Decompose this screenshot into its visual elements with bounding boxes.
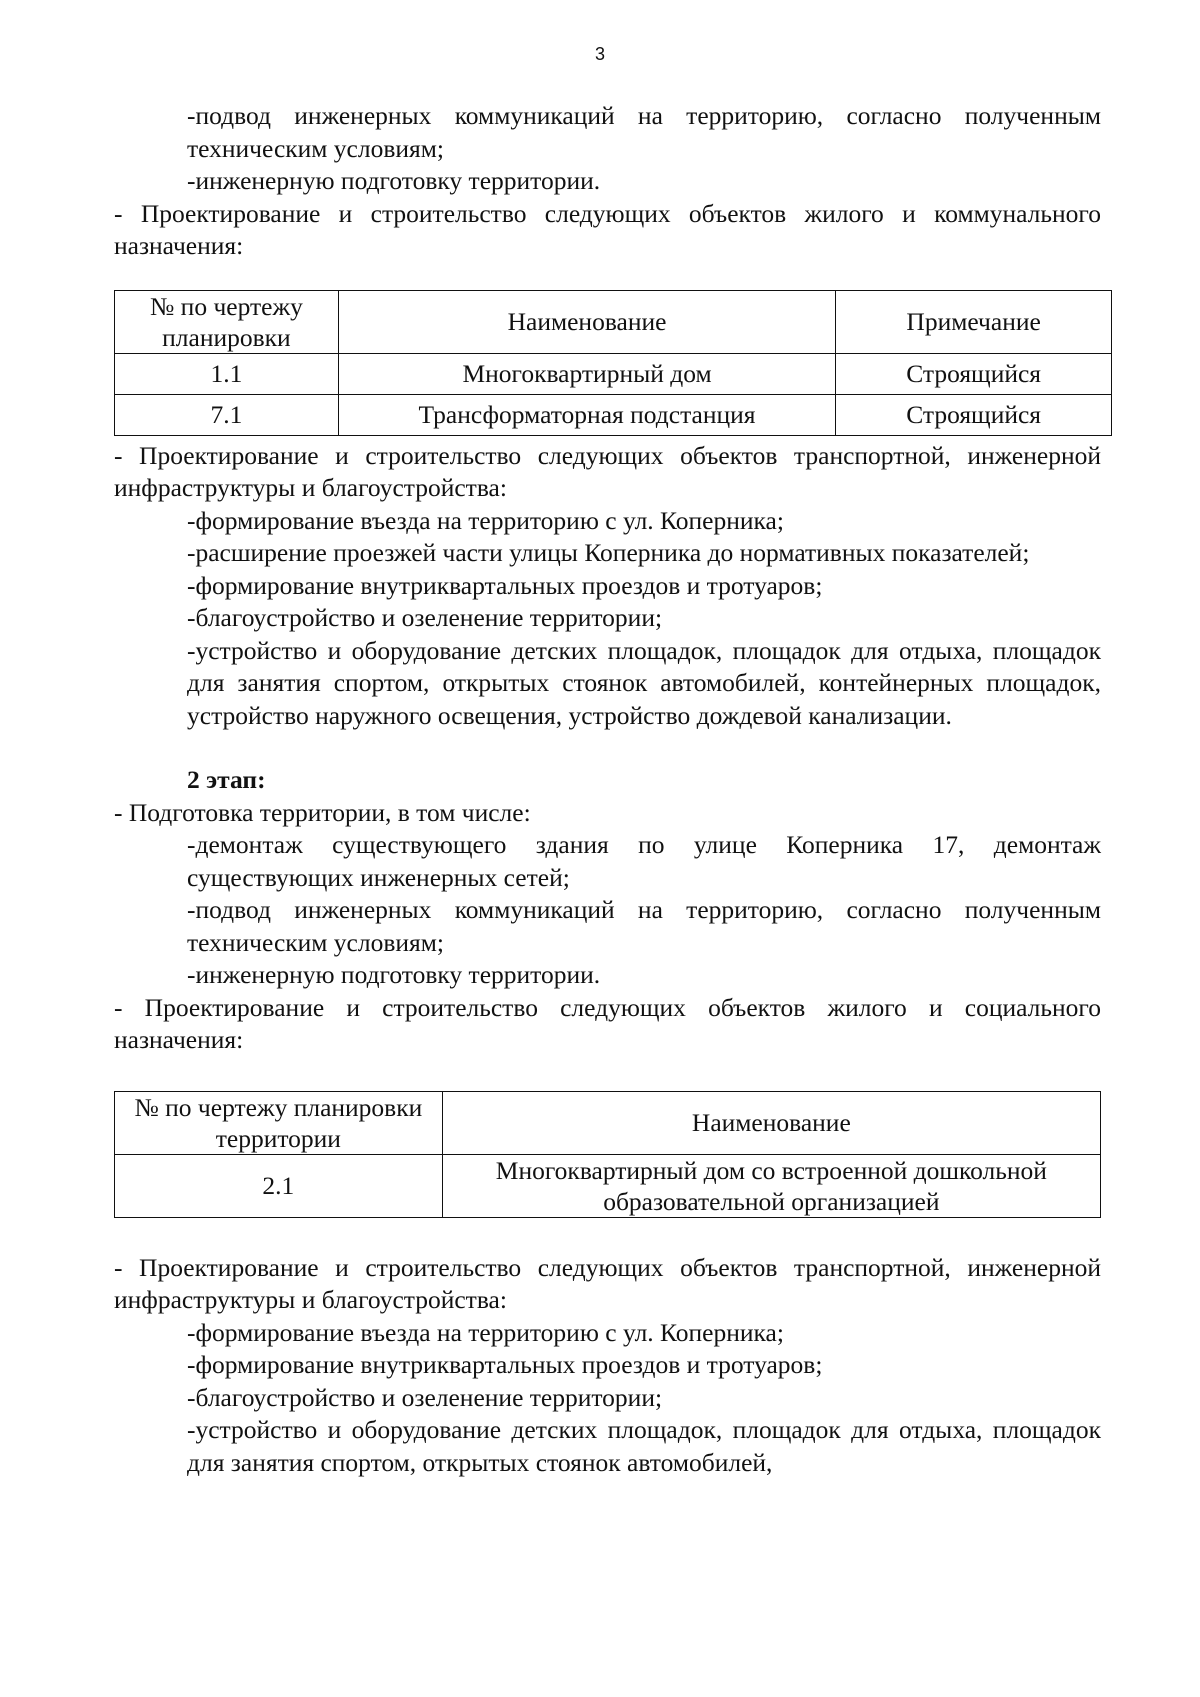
section-heading: - Проектирование и строительство следующих объектов жилого и социального назначения: <box>114 992 1101 1054</box>
list-item: -формирование внутриквартальных проездов и тротуаров; <box>187 570 823 600</box>
table-header-cell: Наименование <box>442 1091 1100 1154</box>
table-cell: Строящийся <box>836 353 1112 394</box>
stage-title: 2 этап: <box>187 765 266 794</box>
table-header-row <box>115 1091 1101 1154</box>
list-item: -формирование въезда на территорию с ул. Коперника; <box>187 1317 784 1347</box>
list-item: -благоустройство и озеленение территории; <box>187 603 663 632</box>
objects-table-stage1 <box>114 290 1112 436</box>
objects-table-stage2 <box>114 1091 1101 1218</box>
table-cell: Многоквартирный дом со встроенной дошкольной образовательной организацией <box>442 1154 1100 1217</box>
list-item: -формирование въезда на территорию с ул. Коперника; <box>187 505 784 535</box>
table-row <box>115 353 1112 394</box>
table-header-cell: Примечание <box>836 290 1112 353</box>
list-item: -расширение проезжей части улицы Коперника до нормативных показателей; <box>187 538 1030 567</box>
list-item: -формирование внутриквартальных проездов и тротуаров; <box>187 1350 823 1379</box>
page-number: 3 <box>594 44 605 64</box>
table-cell: Строящийся <box>836 394 1112 435</box>
section-heading: - Проектирование и строительство следующих объектов жилого и коммунального назначения: <box>114 198 1101 260</box>
table-header-cell: № по чертежу планировки территории <box>115 1091 443 1154</box>
table-header-cell: № по чертежу планировки <box>115 290 339 353</box>
table-header-row <box>115 290 1112 353</box>
list-item: -устройство и оборудование детских площадок, площадок для отдыха, площадок для занятия спортом, открытых стоянок автомобилей, контейнерных площадок, устройство наружного освещения, устройство дождевой канализации. <box>187 635 1101 730</box>
table-cell: 1.1 <box>115 353 339 394</box>
table-row <box>115 1154 1101 1217</box>
table-cell: Трансформаторная подстанция <box>338 394 835 435</box>
table-header-cell: Наименование <box>338 290 835 353</box>
table-cell: Многоквартирный дом <box>338 353 835 394</box>
section-heading: - Подготовка территории, в том числе: <box>114 797 531 827</box>
document-body <box>114 100 1101 1479</box>
list-item: -инженерную подготовку территории. <box>187 960 601 989</box>
table-cell: 7.1 <box>115 394 339 435</box>
list-item: -инженерную подготовку территории. <box>187 166 601 195</box>
list-item: -устройство и оборудование детских площадок, площадок для отдыха, площадок для занятия спортом, открытых стоянок автомобилей, <box>187 1415 1101 1477</box>
list-item: -демонтаж существующего здания по улице Коперника 17, демонтаж существующих инженерных сетей; <box>187 830 1101 892</box>
table-row <box>115 394 1112 435</box>
list-item: -благоустройство и озеленение территории; <box>187 1382 663 1412</box>
section-heading: - Проектирование и строительство следующих объектов транспортной, инженерной инфраструктуры и благоустройства: <box>114 1252 1101 1314</box>
section-heading: - Проектирование и строительство следующих объектов транспортной, инженерной инфраструктуры и благоустройства: <box>114 440 1101 502</box>
list-item: -подвод инженерных коммуникаций на территорию, согласно полученным техническим условиям; <box>187 101 1101 163</box>
table-cell: 2.1 <box>115 1154 443 1217</box>
list-item: -подвод инженерных коммуникаций на территорию, согласно полученным техническим условиям; <box>187 895 1101 957</box>
